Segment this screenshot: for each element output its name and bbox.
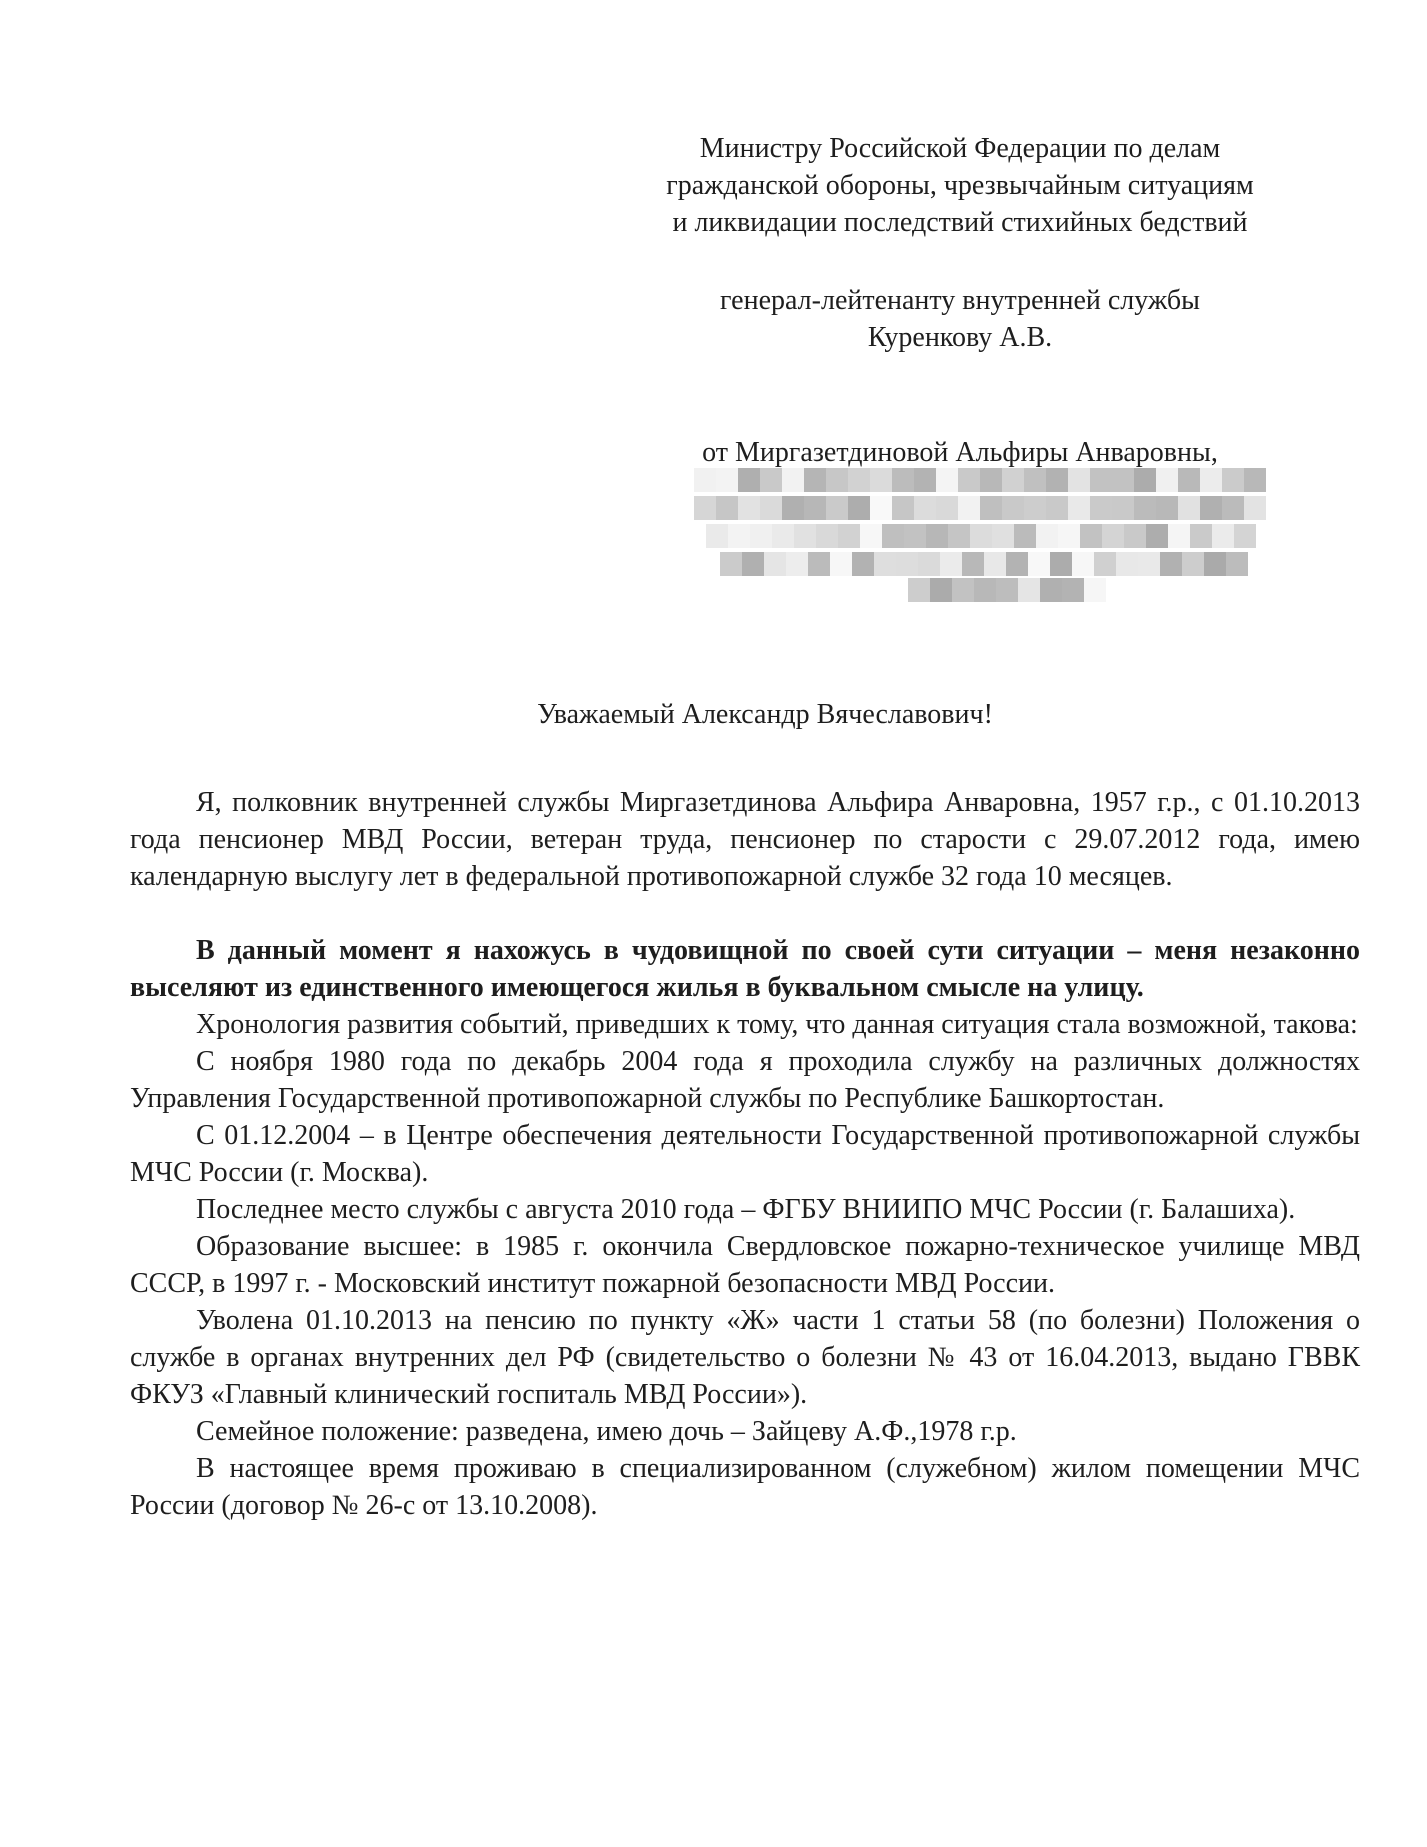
paragraph: Хронология развития событий, приведших к тому, что данная ситуация стала возможной, такова: bbox=[196, 1009, 1358, 1040]
redaction-row bbox=[720, 552, 1248, 576]
addressee-name-line: Куренкову А.В. bbox=[867, 322, 1053, 353]
addressee-line: и ликвидации последствий стихийных бедствий bbox=[672, 207, 1248, 238]
redaction-row bbox=[908, 578, 1106, 602]
redaction-row bbox=[694, 496, 1266, 520]
paragraph: С 01.12.2004 – в Центре обеспечения деятельности Государственной противопожарной службы МЧС России (г. Москва). bbox=[130, 1120, 1360, 1188]
sender-name-line: от Миргазетдиновой Альфиры Анваровны, bbox=[702, 437, 1218, 468]
addressee-line: Министру Российской Федерации по делам bbox=[699, 133, 1221, 164]
paragraph: Я, полковник внутренней службы Миргазетдинова Альфира Анваровна, 1957 г.р., с 01.10.2013 года пенсионер МВД России, ветеран труда, пенсионер по старости с 29.07.2012 года, имею календарную выслугу лет в федеральной противопожарной службе 32 года 10 месяцев. bbox=[130, 787, 1360, 892]
paragraph: Уволена 01.10.2013 на пенсию по пункту «Ж» части 1 статьи 58 (по болезни) Положения о службе в органах внутренних дел РФ (свидетельство о болезни № 43 от 16.04.2013, выдано ГВВК ФКУЗ «Главный клинический госпиталь МВД России»). bbox=[130, 1305, 1360, 1410]
paragraph: Семейное положение: разведена, имею дочь – Зайцеву А.Ф.,1978 г.р. bbox=[196, 1416, 1017, 1447]
salutation: Уважаемый Александр Вячеславович! bbox=[537, 699, 993, 730]
sender-block bbox=[620, 434, 1300, 471]
addressee-rank-line: генерал-лейтенанту внутренней службы bbox=[720, 285, 1200, 316]
paragraph: Последнее место службы с августа 2010 года – ФГБУ ВНИИПО МЧС России (г. Балашиха). bbox=[196, 1194, 1296, 1225]
paragraph: В настоящее время проживаю в специализированном (служебном) жилом помещении МЧС России (договор № 26-с от 13.10.2008). bbox=[130, 1453, 1360, 1521]
paragraph: Образование высшее: в 1985 г. окончила Свердловское пожарно-техническое училище МВД СССР, в 1997 г. - Московский институт пожарной безопасности МВД России. bbox=[130, 1231, 1360, 1299]
addressee-rank-block bbox=[620, 282, 1300, 356]
redaction-row bbox=[706, 524, 1256, 548]
redaction-row bbox=[694, 468, 1266, 492]
addressee-line: гражданской обороны, чрезвычайным ситуациям bbox=[666, 170, 1254, 201]
paragraph-emphasis: В данный момент я нахожусь в чудовищной по своей сути ситуации – меня незаконно выселяют из единственного имеющегося жилья в буквальном смысле на улицу. bbox=[130, 935, 1360, 1003]
letter-body bbox=[130, 784, 1360, 1524]
addressee-block bbox=[620, 130, 1300, 241]
paragraph: С ноября 1980 года по декабрь 2004 года я проходила службу на различных должностях Управления Государственной противопожарной службы по Республике Башкортостан. bbox=[130, 1046, 1360, 1114]
